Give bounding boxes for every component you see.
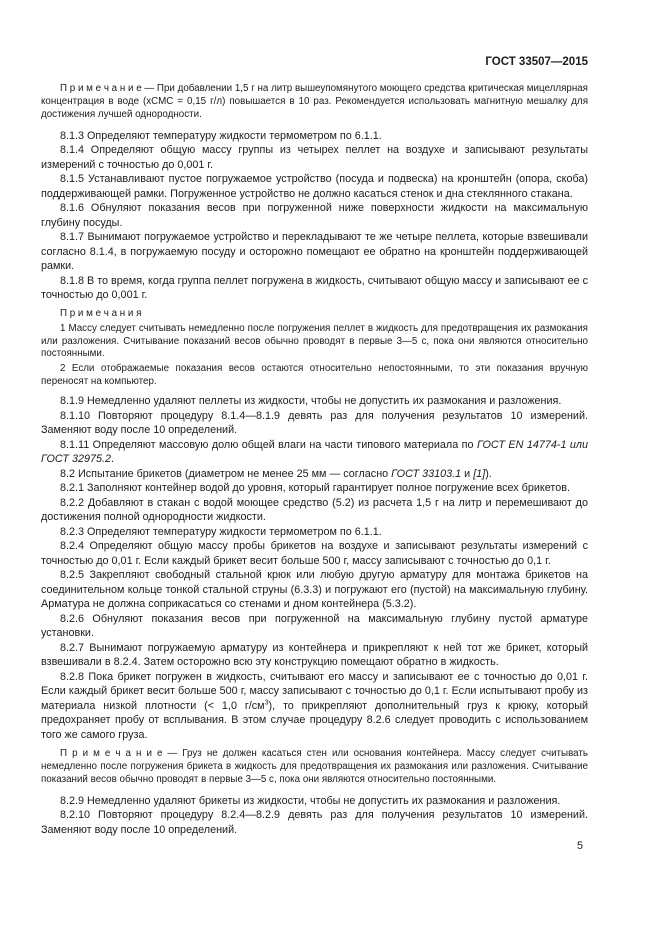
text-segment: 8.2.1 Заполняют контейнер водой до уровня, который гарантирует полное погружение всех брикетов. — [60, 482, 570, 495]
body-paragraph — [41, 670, 588, 743]
body-paragraph — [41, 394, 588, 409]
reference-italic: [1] — [473, 467, 486, 480]
text-segment: 8.1.9 Немедленно удаляют пеллеты из жидкости, чтобы не допустить их размокания и разложения. — [60, 395, 562, 408]
note-item — [41, 323, 588, 362]
text-segment: 8.2.3 Определяют температуру жидкости термометром по 6.1.1. — [60, 525, 382, 538]
text-segment: П р и м е ч а н и е — Груз не должен касаться стен или основания контейнера. Массу следует считывать немедленно после погружения брикета в жидкость для предотвращения их размокания или разложения. Считывание показаний весов обычно проводят в первые 3—5 с, пока они являются относительно постоянными. — [41, 748, 588, 785]
body-paragraph — [41, 129, 588, 144]
body-paragraph — [41, 496, 588, 525]
text-segment: 8.2.7 Вынимают погружаемую арматуру из контейнера и прикрепляют к ней тот же брикет, который взвешивали в 8.2.4. Затем осторожно всю эту конструкцию помещают обратно в жидкость. — [41, 641, 588, 669]
note-paragraph — [41, 83, 588, 122]
text-segment: 8.2.5 Закрепляют свободный стальной крюк или любую другую арматуру для монтажа брикетов на соединительном кольце тонкой стальной струны (6.3.3) и погружают его (пустой) на максимальную глубину. Арматура не должна соприкасаться со стенами и дном контейнера (5.3.2). — [41, 569, 588, 611]
body-paragraph — [41, 794, 588, 809]
text-segment: 8.2 Испытание брикетов (диаметром не менее 25 мм — согласно — [60, 467, 392, 480]
text-segment: 8.1.5 Устанавливают пустое погружаемое устройство (посуда и подвеска) на кронштейн (опора, скоба) поддерживающей рамки. Погруженное устройство не должно касаться стенок и дна стеклянного стакана. — [41, 173, 588, 200]
body-paragraph — [41, 808, 588, 837]
text-segment: П р и м е ч а н и я — [60, 307, 142, 319]
note-paragraph — [41, 748, 588, 787]
text-segment: и — [461, 467, 474, 480]
page-footer — [577, 840, 583, 853]
text-segment: 8.1.10 Повторяют процедуру 8.1.4—8.1.9 девять раз для получения результатов 10 измерений. Заменяют воду после 10 определений. — [41, 409, 588, 437]
text-segment: 8.1.8 В то время, когда группа пеллет погружена в жидкость, считывают общую массу и записывают ее с точностью до 0,001 г. — [41, 274, 588, 302]
text-segment: 8.2.9 Немедленно удаляют брикеты из жидкости, чтобы не допустить их размокания и разложения. — [60, 794, 561, 807]
body-paragraph — [41, 274, 588, 303]
body-paragraph — [41, 481, 588, 496]
note-item — [41, 363, 588, 389]
page-header — [41, 55, 588, 69]
body-paragraph — [41, 641, 588, 670]
body-paragraph — [41, 612, 588, 641]
text-segment: 8.2.6 Обнуляют показания весов при погруженной на максимальную глубину пустой арматуре установки. — [41, 612, 588, 640]
body-paragraph — [41, 525, 588, 540]
reference-italic: ГОСТ EN 14774-1 или ГОСТ 32975.2 — [41, 438, 589, 466]
body-paragraph — [41, 143, 588, 172]
text-segment: 8.1.7 Вынимают погружаемое устройство и перекладывают те же четыре пеллета, которые взвешивали согласно 8.1.4, в погружаемую посуду и осторожно помещают ее обратно на кронштейн поддерживающей рамки. — [41, 231, 588, 273]
body-paragraph — [41, 467, 588, 482]
text-segment: 8.1.11 Определяют массовую долю общей влаги на части типового материала по — [60, 438, 477, 451]
reference-italic: ГОСТ 33103.1 — [391, 467, 462, 480]
text-segment: 8.2.10 Повторяют процедуру 8.2.4—8.2.9 девять раз для получения результатов 10 измерений. Заменяют воду после 10 определений. — [41, 809, 588, 836]
text-segment: . — [110, 453, 114, 466]
body-paragraph — [41, 409, 588, 438]
text-segment: 8.1.3 Определяют температуру жидкости термометром по 6.1.1. — [60, 129, 382, 142]
body-paragraph — [41, 568, 588, 612]
text-segment: П р и м е ч а н и е — При добавлении 1,5 г на литр вышеупомянутого моющего средства критическая мицеллярная концентрация в воде (хСМС = 0,15 г/л) повышается в 10 раз. Рекомендуется использовать магнитную мешалку для достижения лучшей однородности. — [41, 83, 588, 120]
body-paragraph — [41, 201, 588, 230]
text-segment: ). — [485, 467, 492, 480]
body-paragraph — [41, 230, 588, 274]
notes-heading — [41, 308, 588, 321]
body-paragraph — [41, 539, 588, 568]
document-body — [41, 83, 588, 837]
text-segment: 8.2.8 Пока брикет погружен в жидкость, считывают его массу и записывают ее с точностью до 0,01 г. Если каждый брикет весит больше 500 г, массу записывают с точностью до 0,1 г. Если испытывают пробу из материала низкой плотности (< 1,0 г/см — [41, 670, 588, 712]
page-number: 5 — [576, 840, 583, 852]
text-segment: 8.1.4 Определяют общую массу группы из четырех пеллет на воздухе и записывают результаты измерений с точностью до 0,001 г. — [41, 144, 588, 171]
body-paragraph — [41, 438, 588, 467]
text-segment: 8.1.6 Обнуляют показания весов при погруженной ниже поверхности жидкости на максимальную глубину посуды. — [41, 202, 588, 229]
text-segment: ), то прикрепляют дополнительный груз к крюку, который предохраняет пробу от всплывания. В этом случае процедуру 8.2.6 следует проводить с использованием того же самого груза. — [41, 699, 588, 741]
text-segment: 8.2.4 Определяют общую массу пробы брикетов на воздухе и записывают результаты измерений с точностью до 0,01 г. Если каждый брикет весит больше 500 г, массу записывают с точностью до 0,1 г. — [41, 540, 588, 567]
text-segment: 8.2.2 Добавляют в стакан с водой моющее средство (5.2) из расчета 1,5 г на литр и перемешивают до достижения полной однородности жидкости. — [41, 496, 588, 524]
text-segment: 1 Массу следует считывать немедленно после погружения пеллет в жидкость для предотвращения их размокания или разложения. Считывание показаний весов обычно проводят в первые 3—5 с, пока они являются относительно постоянными. — [41, 322, 588, 360]
superscript: 3 — [264, 699, 269, 707]
text-segment: 2 Если отображаемые показания весов остаются относительно непостоянными, то эти показания вручную переносят на компьютер. — [41, 363, 588, 388]
body-paragraph — [41, 172, 588, 201]
document-code: ГОСТ 33507—2015 — [485, 56, 588, 68]
